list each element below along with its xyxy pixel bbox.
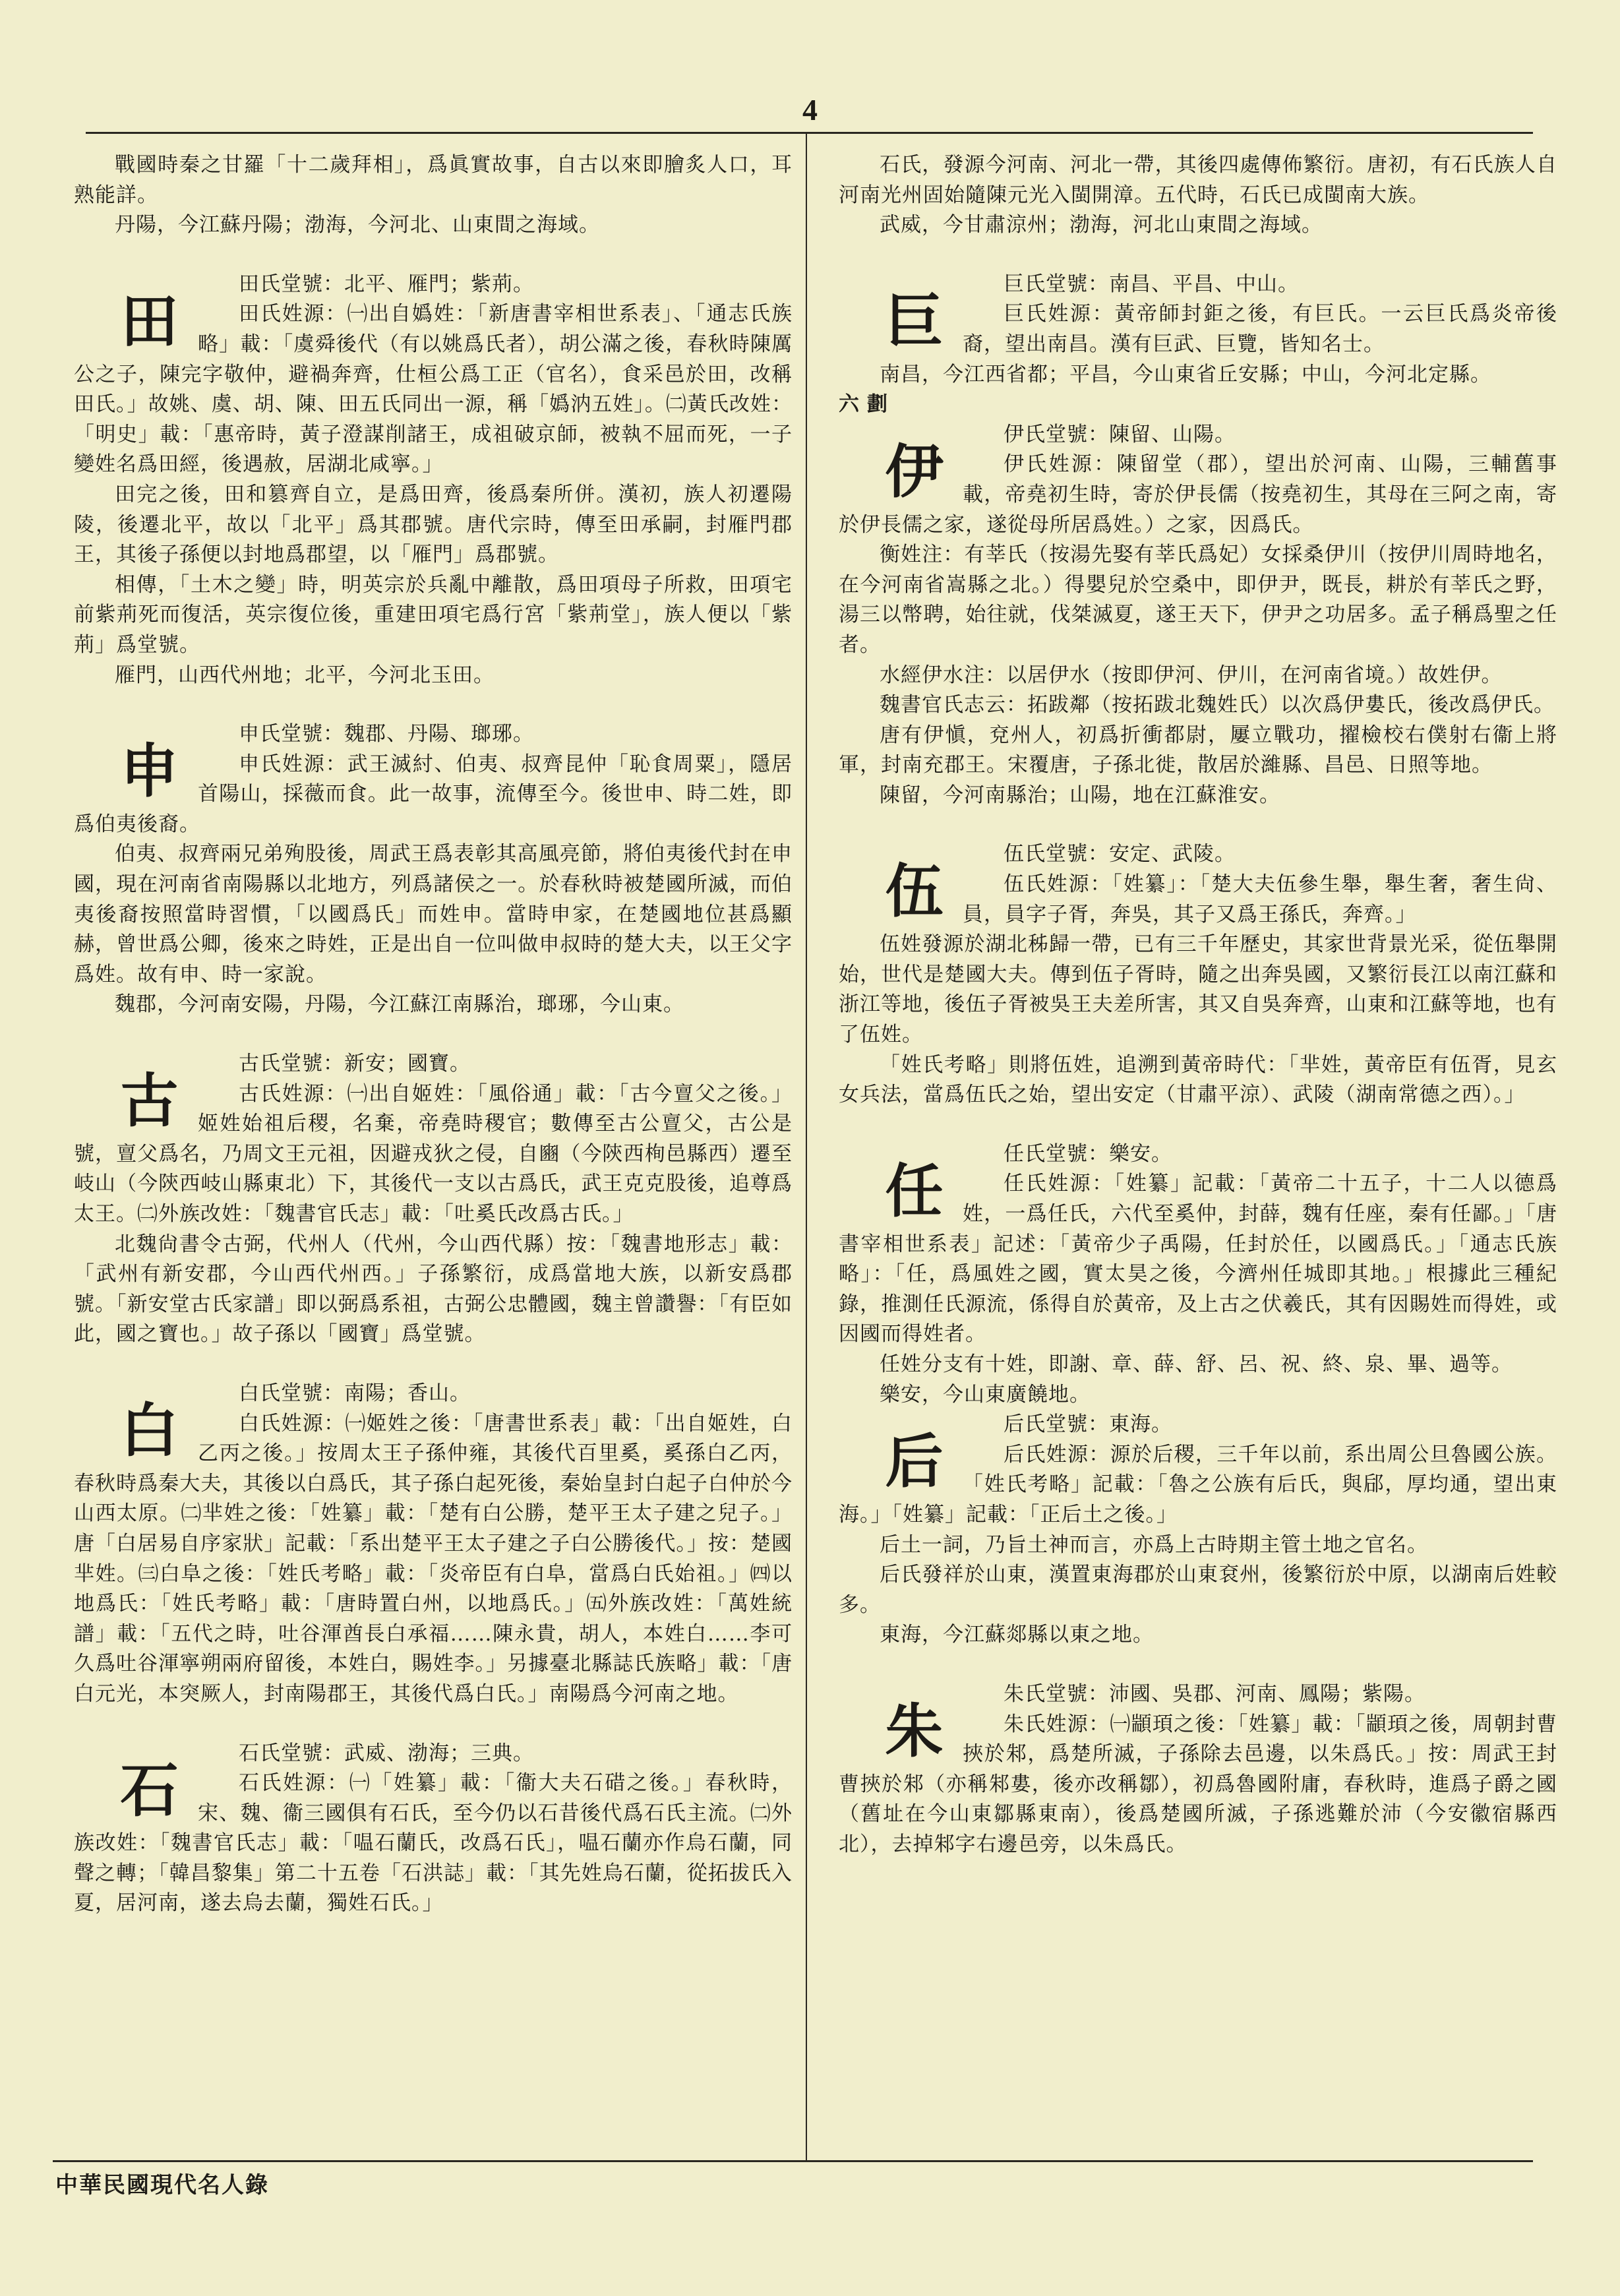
paragraph: 石氏姓源：㈠「姓纂」載：「衞大夫石碏之後。」春秋時，宋、魏、衞三國俱有石氏，至今仍以石昔後代爲石氏主流。㈡外族改姓：「魏書官氏志」載：「嗢石蘭氏，改爲石氏」，嗢石蘭亦作烏石蘭，同聲之轉；「韓昌黎集」第二十五卷「石洪誌」載：「其先姓烏石蘭，從拓拔氏入夏，居河南，遂去烏去蘭，獨姓石氏。」 <box>74 1771 793 1916</box>
paragraph: 任姓分支有十姓，即謝、章、薛、舒、呂、祝、終、泉、畢、過等。 <box>880 1352 1513 1376</box>
surname-section-shen <box>74 719 793 1020</box>
paragraph: 北魏尙書令古弼，代州人（代州，今山西代縣）按：「魏書地形志」載：「武州有新安郡，今山西代州西。」子孫繁衍，成爲當地大族，以新安爲郡號。「新安堂古氏家譜」即以弼爲系祖，古弼公忠體國，魏主曾讚譽：「有臣如此，國之寶也。」故子孫以「國寶」爲堂號。 <box>74 1232 793 1346</box>
paragraph: 巨氏姓源：黃帝師封鉅之後，有巨氏。一云巨氏爲炎帝後裔，望出南昌。漢有巨武、巨覽，皆知名士。 <box>963 302 1557 356</box>
paragraph: 伍氏姓源：「姓纂」：「楚大夫伍參生舉，舉生奢，奢生尙、員，員字子胥，奔吳，其子又爲王孫氏，奔齊。」 <box>963 872 1557 926</box>
hall-name: 石氏堂號：武威、渤海；三典。 <box>239 1741 534 1765</box>
left-column <box>74 150 793 2155</box>
hall-name: 后氏堂號：東海。 <box>1004 1412 1172 1437</box>
hall-name: 申氏堂號：魏郡、丹陽、瑯琊。 <box>239 722 534 746</box>
surname-character: 伊 <box>885 437 944 506</box>
surname-character: 后 <box>885 1427 944 1496</box>
paragraph: 雁門，山西代州地；北平，今河北玉田。 <box>115 663 495 687</box>
paragraph: 南昌，今江西省都；平昌，今山東省丘安縣；中山，今河北定縣。 <box>880 362 1491 386</box>
paragraph: 衡姓注：有莘氏（按湯先娶有莘氏爲妃）女採桑伊川（按伊川周時地名，在今河南省嵩縣之北。）得嬰兒於空桑中，即伊尹，既長，耕於有莘氏之野，湯三以幣聘，始往就，伐桀滅夏，遂王天下，伊尹之功居多。孟子稱爲聖之任者。 <box>839 543 1557 657</box>
paragraph: 伯夷、叔齊兩兄弟殉股後，周武王爲表彰其高風亮節，將伯夷後代封在申國，現在河南省南陽縣以北地方，列爲諸侯之一。於春秋時被楚國所滅，而伯夷後裔按照當時習慣，「以國爲氏」而姓申。當時申家，在楚國地位甚爲顯赫，曾世爲公卿，後來之時姓，正是出自一位叫做申叔時的楚大夫，以王父字爲姓。故有申、時一家說。 <box>74 842 793 986</box>
surname-section-bai <box>74 1379 793 1710</box>
paragraph: 伍姓發源於湖北秭歸一帶，已有三千年歷史，其家世背景光采，從伍舉開始，世代是楚國大夫。傳到伍子胥時，隨之出奔吳國，又繁衍長江以南江蘇和浙江等地，後伍子胥被吳王夫差所害，其又自吳奔齊，山東和江蘇等地，也有了伍姓。 <box>839 932 1557 1047</box>
paragraph: 田完之後，田和篡齊自立，是爲田齊，後爲秦所併。漢初，族人初遷陽陵，後遷北平，故以「北平」爲其郡號。唐代宗時，傳至田承嗣，封雁門郡王，其後子孫便以封地爲郡望，以「雁門」爲郡號。 <box>74 482 793 567</box>
stroke-count-heading: 六劃 <box>839 392 895 417</box>
paragraph: 石氏，發源今河南、河北一帶，其後四處傳佈繁衍。唐初，有石氏族人自河南光州固始隨陳元光入閩開漳。五代時，石氏已成閩南大族。 <box>839 153 1557 207</box>
surname-character: 石 <box>120 1755 179 1825</box>
surname-character: 白 <box>120 1395 179 1465</box>
surname-section-ju <box>839 270 1557 390</box>
paragraph: 「姓氏考略」則將伍姓，追溯到黃帝時代：「芈姓，黃帝臣有伍胥，見玄女兵法，當爲伍氏之始，望出安定（甘肅平涼）、武陵（湖南常德之西）。」 <box>839 1052 1557 1107</box>
hall-name: 伊氏堂號：陳留、山陽。 <box>1004 422 1236 446</box>
surname-section-gu <box>74 1049 793 1350</box>
paragraph: 后氏發祥於山東，漢置東海郡於山東袞州，後繁衍於中原，以湖南后姓較多。 <box>839 1563 1557 1617</box>
surname-character: 朱 <box>885 1696 944 1765</box>
page-number: 4 <box>802 93 818 127</box>
paragraph: 魏郡，今河南安陽，丹陽，今江蘇江南縣治，瑯琊，今山東。 <box>115 992 684 1017</box>
paragraph: 后土一詞，乃旨土神而言，亦爲上古時期主管土地之官名。 <box>880 1532 1428 1557</box>
paragraph: 朱氏姓源：㈠顓頊之後：「姓纂」載：「顓頊之後，周朝封曹挾於邾，爲楚所滅，子孫除去邑邊，以朱爲氏。」按：周武王封曹挾於邾（亦稱邾婁，後亦改稱鄒），初爲魯國附庸，春秋時，進爲子爵之國（舊址在今山東鄒縣東南），後爲楚國所滅，子孫逃難於沛（今安徽宿縣西北），去掉邾字右邊邑旁，以朱爲氏。 <box>839 1712 1557 1856</box>
surname-section-zhu <box>839 1679 1557 1860</box>
column-divider <box>806 133 807 2160</box>
surname-section-tian <box>74 270 793 690</box>
hall-name: 巨氏堂號：南昌、平昌、中山。 <box>1004 272 1299 296</box>
paragraph: 任氏姓源：「姓纂」記載：「黃帝二十五子，十二人以德爲姓，一爲任氏，六代至奚仲，封薛，魏有任座，秦有任鄙。」「唐書宰相世系表」記述：「黃帝少子禹陽，任封於任，以國爲氏。」「通志氏族略」：「任，爲風姓之國，實太昊之後，今濟州任城即其地。」根據此三種紀錄，推測任氏源流，係得自於黃帝，及上古之伏羲氏，其有因賜姓而得姓，或因國而得姓者。 <box>839 1172 1557 1346</box>
paragraph: 水經伊水注：以居伊水（按即伊河、伊川，在河南省境。）故姓伊。 <box>880 663 1503 687</box>
paragraph: 樂安，今山東廣饒地。 <box>880 1382 1091 1406</box>
paragraph: 唐有伊愼，兗州人，初爲折衝都尉，屢立戰功，擢檢校右僕射右衞上將軍，封南充郡王。宋覆唐，子孫北徙，散居於濰縣、昌邑、日照等地。 <box>839 723 1557 777</box>
surname-character: 伍 <box>885 857 944 926</box>
surname-section-wu <box>839 839 1557 1110</box>
surname-section-hou <box>839 1410 1557 1650</box>
paragraph: 后氏姓源：源於后稷，三千年以前，系出周公旦魯國公族。「姓氏考略」記載：「魯之公族有后氏，與郈，厚均通，望出東海。」「姓纂」記載：「正后土之後。」 <box>839 1442 1557 1526</box>
right-column <box>839 150 1557 2155</box>
surname-section-ren <box>839 1139 1557 1410</box>
hall-name: 任氏堂號：樂安。 <box>1004 1141 1172 1166</box>
top-rule <box>86 132 1533 134</box>
surname-character: 巨 <box>885 286 944 355</box>
hall-name: 朱氏堂號：沛國、吳郡、河南、鳳陽；紫陽。 <box>1004 1681 1425 1706</box>
surname-character: 任 <box>885 1156 944 1225</box>
surname-character: 田 <box>120 286 179 355</box>
paragraph: 東海，今江蘇郯縣以東之地。 <box>880 1623 1154 1647</box>
paragraph: 相傳，「土木之變」時，明英宗於兵亂中離散，爲田項母子所救，田項宅前紫荊死而復活，英宗復位後，重建田項宅爲行宮「紫荊堂」，族人便以「紫荊」爲堂號。 <box>74 572 793 657</box>
surname-character: 古 <box>120 1066 179 1135</box>
paragraph: 戰國時秦之甘羅「十二歲拜相」，爲眞實故事，自古以來即膾炙人口，耳熟能詳。 <box>74 153 793 207</box>
hall-name: 白氏堂號：南陽；香山。 <box>239 1381 471 1405</box>
paragraph: 白氏姓源：㈠姬姓之後：「唐書世系表」載：「出自姬姓，白乙丙之後。」按周太王子孫仲雍，其後代百里奚，奚孫白乙丙，春秋時爲秦大夫，其後以白爲氏，其子孫白起死後，秦始皇封白起子白仲於今山西太原。㈡芈姓之後：「姓纂」載：「楚有白公勝，楚平王太子建之兒子。」唐「白居易自序家狀」記載：「系出楚平王太子建之子白公勝後代。」按：楚國芈姓。㈢白阜之後：「姓氏考略」載：「炎帝臣有白阜，當爲白氏始祖。」㈣以地爲氏：「姓氏考略」載：「唐時置白州，以地爲氏。」㈤外族改姓：「萬姓統譜」載：「五代之時，吐谷渾酋長白承福……陳永貴，胡人，本姓白……李可久爲吐谷渾寧朔兩府留後，本姓白，賜姓李。」另據臺北縣誌氏族略」載：「唐白元光，本突厥人，封南陽郡王，其後代爲白氏。」南陽爲今河南之地。 <box>74 1411 793 1706</box>
paragraph: 武威，今甘肅涼州；渤海，河北山東間之海域。 <box>880 213 1323 237</box>
surname-character: 申 <box>120 737 179 806</box>
surname-section-yi <box>839 420 1557 811</box>
hall-name: 伍氏堂號：安定、武陵。 <box>1004 842 1236 866</box>
surname-section-shi <box>74 1739 793 1919</box>
paragraph: 丹陽，今江蘇丹陽；渤海，今河北、山東間之海域。 <box>115 213 600 237</box>
paragraph: 古氏姓源：㈠出自姬姓：「風俗通」載：「古今亶父之後。」姬姓始祖后稷，名棄，帝堯時稷官；數傳至古公亶父，古公是號，亶父爲名，乃周文王元祖，因避戎狄之侵，自豳（今陝西栒邑縣西）遷至岐山（今陝西岐山縣東北）下，其後代一支以古爲氏，武王克克股後，追尊爲太王。㈡外族改姓：「魏書官氏志」載：「吐奚氏改爲古氏。」 <box>74 1081 793 1226</box>
paragraph: 伊氏姓源：陳留堂（郡），望出於河南、山陽，三輔舊事載，帝堯初生時，寄於伊長儒（按堯初生，其母在三阿之南，寄於伊長儒之家，遂從母所居爲姓。）之家，因爲氏。 <box>839 452 1557 537</box>
paragraph: 魏書官氏志云：拓跋鄰（按拓跋北魏姓氏）以次爲伊婁氏，後改爲伊氏。 <box>880 693 1555 717</box>
book-title-footer: 中華民國現代名人錄 <box>55 2172 269 2198</box>
hall-name: 田氏堂號：北平、雁門；紫荊。 <box>239 272 534 296</box>
paragraph: 申氏姓源：武王滅紂、伯夷、叔齊昆仲「恥食周粟」，隱居首陽山，採薇而食。此一故事，流傳至今。後世申、時二姓，即爲伯夷後裔。 <box>74 752 793 836</box>
paragraph: 田氏姓源：㈠出自嬀姓：「新唐書宰相世系表」、「通志氏族略」載：「虞舜後代（有以姚爲氏者），胡公滿之後，春秋時陳厲公之子，陳完字敬仲，避禍奔齊，仕桓公爲工正（官名），食采邑於田，改稱田氏。」故姚、虞、胡、陳、田五氏同出一源，稱「嬀汭五姓」。㈡黃氏改姓：「明史」載：「惠帝時，黃子澄謀削諸王，成祖破京師，被執不屈而死，一子變姓名爲田經，後遇赦，居湖北咸寧。」 <box>74 302 793 477</box>
paragraph: 陳留，今河南縣治；山陽，地在江蘇淮安。 <box>880 783 1280 807</box>
bottom-rule <box>53 2160 1533 2162</box>
hall-name: 古氏堂號：新安；國寶。 <box>239 1052 471 1076</box>
